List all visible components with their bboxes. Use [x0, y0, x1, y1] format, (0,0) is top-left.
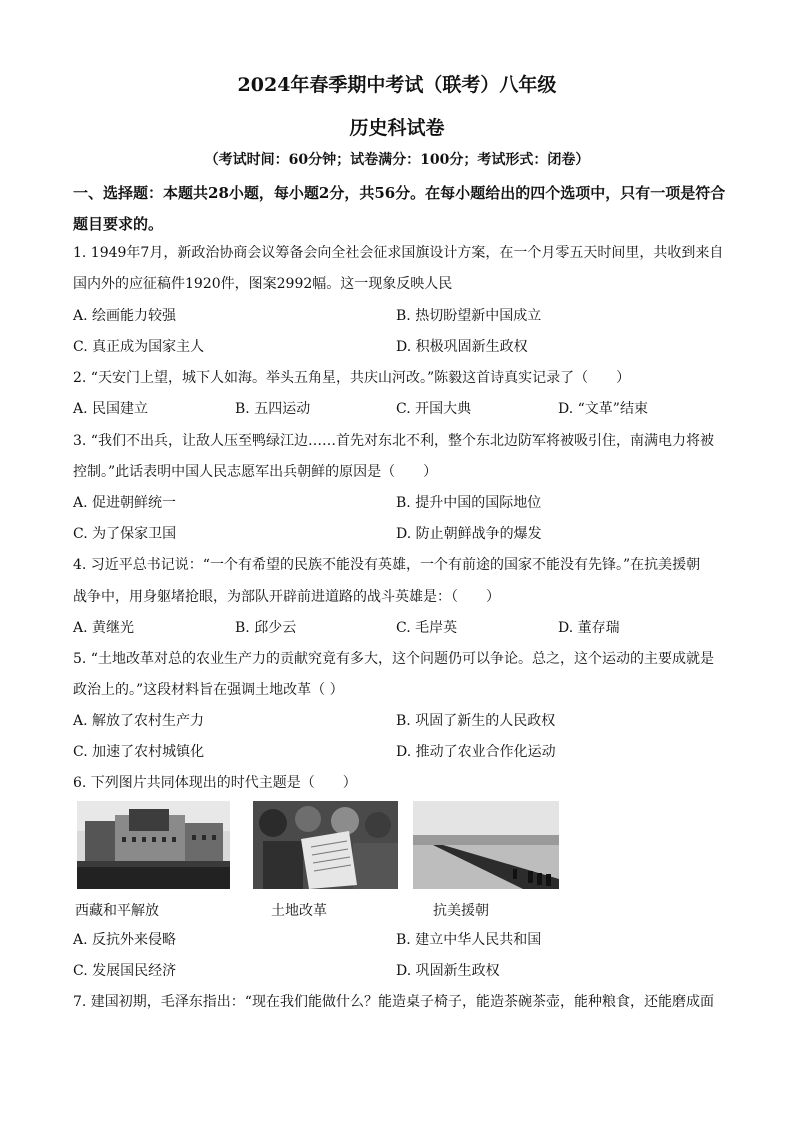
question-6-option-a: A. 反抗外来侵略 — [73, 932, 177, 948]
question-6-option-b: B. 建立中华人民共和国 — [396, 932, 542, 948]
question-2-option-c: C. 开国大典 — [396, 401, 472, 417]
question-6-option-d: D. 巩固新生政权 — [396, 963, 500, 979]
question-4-line-2: 战争中，用身躯堵抢眼，为部队开辟前进道路的战斗英雄是：（ ） — [73, 589, 500, 605]
photo-caption-tibet: 西藏和平解放 — [75, 903, 159, 919]
question-1-option-b: B. 热切盼望新中国成立 — [396, 308, 542, 324]
question-5-line-2: 政治上的。”这段材料旨在强调土地改革（ ） — [73, 682, 344, 698]
korean-war-photo — [413, 801, 559, 889]
question-2-line-1: 2. “天安门上望，城下人如海。举头五角星，共庆山河改。”陈毅这首诗真实记录了（ ） — [73, 370, 631, 386]
potala-palace-photo — [77, 801, 230, 889]
question-1-option-a: A. 绘画能力较强 — [73, 308, 177, 324]
question-3-option-c: C. 为了保家卫国 — [73, 526, 177, 542]
question-5-line-1: 5. “土地改革对总的农业生产力的贡献究竟有多大，这个问题仍可以争论。总之，这个运动的主要成就是 — [73, 651, 714, 667]
question-6-option-c: C. 发展国民经济 — [73, 963, 177, 979]
photo-caption-korean-war: 抗美援朝 — [433, 903, 489, 919]
exam-info: （考试时间：60分钟；试卷满分：100分；考试形式：闭卷） — [204, 152, 590, 168]
question-3-option-b: B. 提升中国的国际地位 — [396, 495, 542, 511]
question-5-option-a: A. 解放了农村生产力 — [73, 713, 205, 729]
question-2-option-d: D. “文革”结束 — [558, 401, 648, 417]
photo-caption-land-reform: 土地改革 — [271, 903, 327, 919]
question-5-option-b: B. 巩固了新生的人民政权 — [396, 713, 556, 729]
question-5-option-d: D. 推动了农业合作化运动 — [396, 744, 556, 760]
question-5-option-c: C. 加速了农村城镇化 — [73, 744, 205, 760]
exam-subject: 历史科试卷 — [349, 117, 445, 139]
question-4-option-d: D. 董存瑞 — [558, 620, 620, 636]
question-4-line-1: 4. 习近平总书记说：“一个有希望的民族不能没有英雄，一个有前途的国家不能没有先锋。”在抗美援朝 — [73, 557, 701, 573]
question-2-option-b: B. 五四运动 — [235, 401, 311, 417]
question-1-option-d: D. 积极巩固新生政权 — [396, 339, 528, 355]
question-3-line-1: 3. “我们不出兵，让敌人压至鸭绿江边……首先对东北不利，整个东北边防军将被吸引住，南满电力将被 — [73, 433, 714, 449]
section-heading: 一、选择题：本题共28小题，每小题2分，共56分。在每小题给出的四个选项中，只有一项是符合题目要求的。 — [73, 184, 726, 233]
question-3-line-2: 控制。”此话表明中国人民志愿军出兵朝鲜的原因是（ ） — [73, 464, 438, 480]
question-1-line-1: 1. 1949年7月，新政治协商会议筹备会向全社会征求国旗设计方案，在一个月零五天时间里，共收到来自 — [73, 245, 724, 261]
question-6-line-1: 6. 下列图片共同体现出的时代主题是（ ） — [73, 775, 357, 791]
question-3-option-a: A. 促进朝鲜统一 — [73, 495, 177, 511]
question-4-option-a: A. 黄继光 — [73, 620, 135, 636]
land-reform-photo — [253, 801, 398, 889]
exam-title: 2024年春季期中考试（联考）八年级 — [237, 74, 557, 96]
question-7-line-1: 7. 建国初期，毛泽东指出：“现在我们能做什么？能造桌子椅子，能造茶碗茶壶，能种粮食，还能磨成面 — [73, 994, 714, 1010]
question-2-option-a: A. 民国建立 — [73, 401, 149, 417]
question-4-option-b: B. 邱少云 — [235, 620, 297, 636]
question-1-option-c: C. 真正成为国家主人 — [73, 339, 205, 355]
question-3-option-d: D. 防止朝鲜战争的爆发 — [396, 526, 542, 542]
question-4-option-c: C. 毛岸英 — [396, 620, 458, 636]
question-1-line-2: 国内外的应征稿件1920件，图案2992幅。这一现象反映人民 — [73, 276, 453, 292]
